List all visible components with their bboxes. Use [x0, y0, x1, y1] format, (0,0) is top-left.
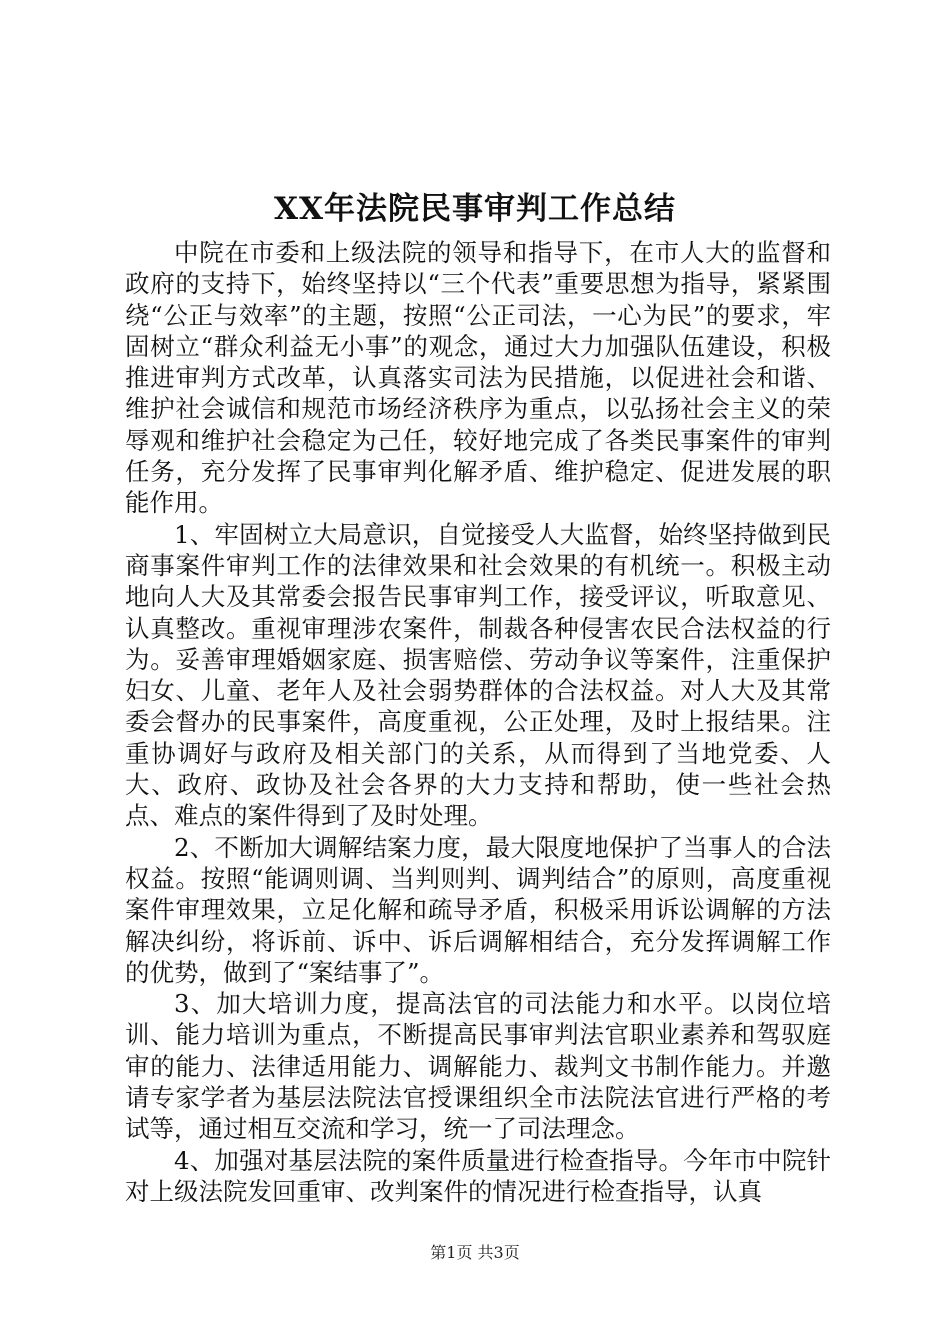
paragraph-item-1: 1、牢固树立大局意识，自觉接受人大监督，始终坚持做到民商事案件审判工作的法律效果和社会效果的有机统一。积极主动地向人大及其常委会报告民事审判工作，接受评议，听取意见、认真整改。重视审理涉农案件，制裁各种侵害农民合法权益的行为。妥善审理婚姻家庭、损害赔偿、劳动争议等案件，注重保护妇女、儿童、老年人及社会弱势群体的合法权益。对人大及其常委会督办的民事案件，高度重视，公正处理，及时上报结果。注重协调好与政府及相关部门的关系，从而得到了当地党委、人大、政府、政协及社会各界的大力支持和帮助，使一些社会热点、难点的案件得到了及时处理。 [125, 519, 831, 831]
document-title: XX年法院民事审判工作总结 [273, 191, 677, 227]
document-body [125, 237, 831, 1207]
paragraph-item-2: 2、不断加大调解结案力度，最大限度地保护了当事人的合法权益。按照“能调则调、当判则判、调判结合”的原则，高度重视案件审理效果，立足化解和疏导矛盾，积极采用诉讼调解的方法解决纠纷，将诉前、诉中、诉后调解相结合，充分发挥调解工作的优势，做到了“案结事了”。 [125, 832, 831, 987]
page-footer: 第1页 共3页 [430, 1243, 520, 1262]
paragraph-item-3: 3、加大培训力度，提高法官的司法能力和水平。以岗位培训、能力培训为重点，不断提高民事审判法官职业素养和驾驭庭审的能力、法律适用能力、调解能力、裁判文书制作能力。并邀请专家学者为基层法院法官授课组织全市法院法官进行严格的考试等，通过相互交流和学习，统一了司法理念。 [125, 989, 831, 1144]
paragraph-intro: 中院在市委和上级法院的领导和指导下，在市人大的监督和政府的支持下，始终坚持以“三个代表”重要思想为指导，紧紧围绕“公正与效率”的主题，按照“公正司法，一心为民”的要求，牢固树立“群众利益无小事”的观念，通过大力加强队伍建设，积极推进审判方式改革，认真落实司法为民措施，以促进社会和谐、维护社会诚信和规范市场经济秩序为重点，以弘扬社会主义的荣辱观和维护社会稳定为己任，较好地完成了各类民事案件的审判任务，充分发挥了民事审判化解矛盾、维护稳定、促进发展的职能作用。 [125, 238, 831, 518]
paragraph-item-4: 4、加强对基层法院的案件质量进行检查指导。今年市中院针对上级法院发回重审、改判案件的情况进行检查指导，认真 [125, 1145, 831, 1206]
